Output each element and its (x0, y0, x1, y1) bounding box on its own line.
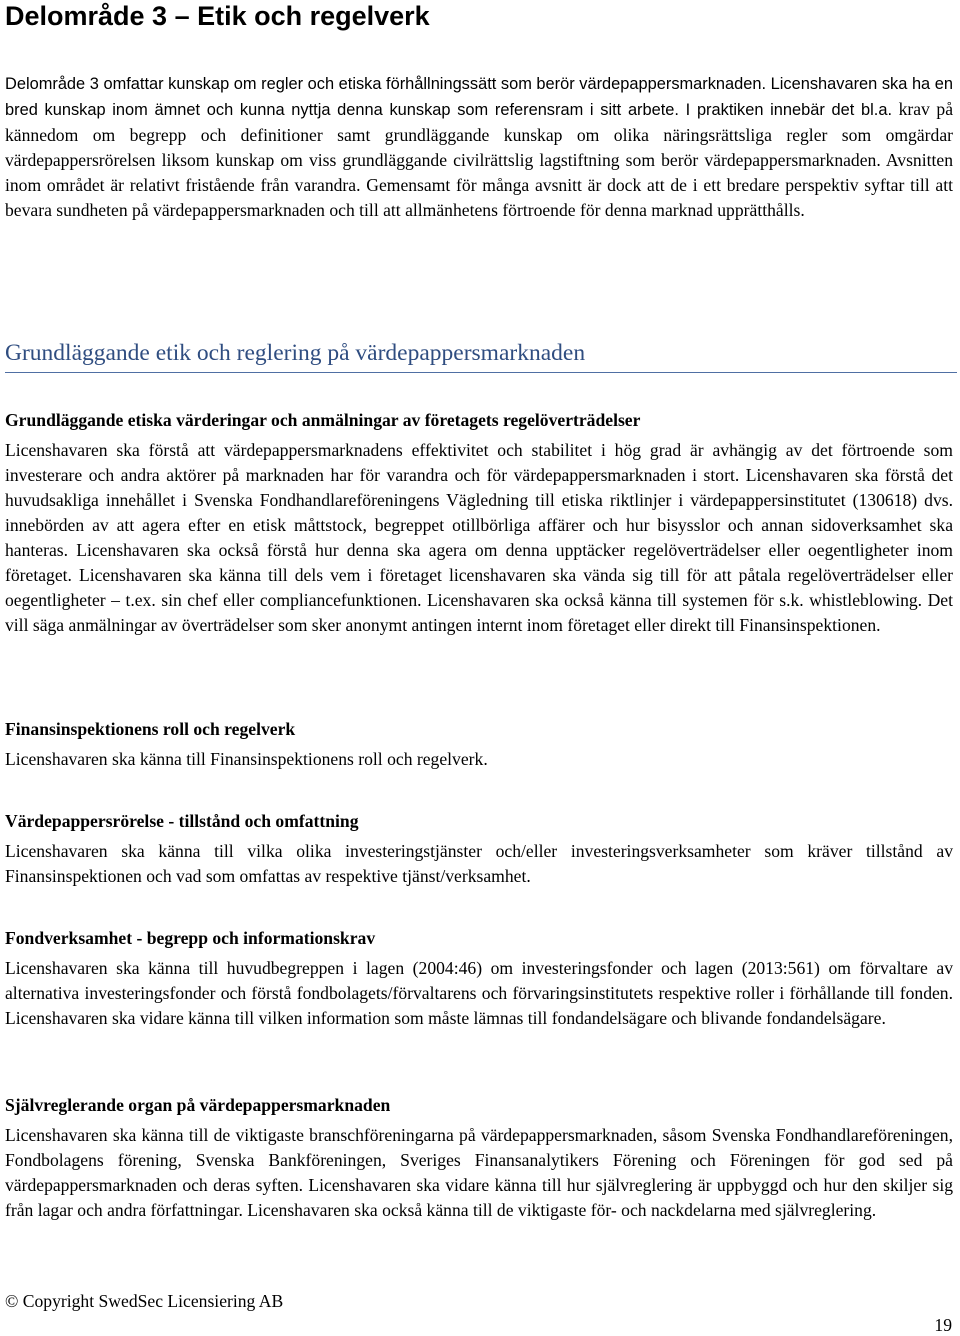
subsection-body: Licenshavaren ska känna till Finansinspektionens roll och regelverk. (5, 749, 488, 769)
copyright-notice: © Copyright SwedSec Licensiering AB (5, 1291, 284, 1311)
subsection-heading: Självreglerande organ på värdepappersmarknaden (5, 1095, 391, 1115)
page-title: Delområde 3 – Etik och regelverk (5, 1, 430, 31)
subsection-heading: Värdepappersrörelse - tillstånd och omfattning (5, 811, 359, 831)
page-number: 19 (934, 1315, 952, 1335)
subsection-ethics (5, 408, 953, 638)
intro-paragraph (5, 71, 953, 223)
intro-text-serif: krav på kännedom om begrepp och definitioner samt grundläggande kunskap om olika näringsrättsliga regler som omgärdar värdepappersrörelsen liksom kunskap om viss grundläggande civilrättslig lagstiftning som berör värdepappersmarknaden. Avsnitten inom området är relativt fristående från varandra. Gemensamt för många avsnitt är dock att de i ett bredare perspektiv syftar till att bevara sundheten på värdepappersmarknaden och till att allmänhetens förtroende för denna marknad upprätthålls. (5, 99, 954, 220)
subsection-body: Licenshavaren ska förstå att värdepappersmarknadens effektivitet och stabilitet i hög grad är avhängig av det förtroende som investerare och andra aktörer på marknaden har för varandra och för värdepappersmarknaden i stort. Licenshavaren ska förstå det huvudsakliga innehållet i Svenska Fondhandlareföreningens Vägledning till etiska riktlinjer i värdepappersinstitutet (130618) dvs. innebörden av att agera efter en etisk måttstock, begreppet otillbörliga affärer och hur bisysslor och annan sidoverksamhet ska hanteras. Licenshavaren ska också förstå hur denna ska agera om denna upptäcker regelöverträdelser eller oegentligheter inom företaget. Licenshavaren ska känna till dels vem i företaget licenshavaren ska vända sig till för att påtala regelöverträdelser eller oegentligheter – t.ex. sin chef eller compliancefunktionen. Licenshavaren ska också känna till systemen för s.k. whistleblowing. Det vill säga anmälningar av överträdelser som sker anonymt antingen internt inom företaget eller direkt till Finansinspektionen. (5, 440, 953, 635)
section-heading: Grundläggande etik och reglering på värdepappersmarknaden (5, 338, 957, 373)
subsection-securities-business (5, 809, 953, 889)
subsection-fi-role (5, 717, 953, 772)
subsection-body: Licenshavaren ska känna till huvudbegreppen i lagen (2004:46) om investeringsfonder och lagen (2013:561) om förvaltare av alternativa investeringsfonder och förstå fondbolagets/förvaltarens och förvaringsinstitutets respektive roller i förhållande till fonden. Licenshavaren ska vidare känna till vilken information som måste lämnas till fondandelsägare och blivande fondandelsägare. (5, 958, 953, 1028)
subsection-body: Licenshavaren ska känna till de viktigaste branschföreningarna på värdepappersmarknaden, såsom Svenska Fondhandlareföreningen, Fondbolagens förening, Svenska Bankföreningen, Sveriges Finansanalytikers Förening och Föreningen för god sed på värdepappersmarknaden och deras syften. Licenshavaren ska vidare känna till hur självreglering är uppbyggd och hur den skiljer sig från lagar och andra författningar. Licenshavaren ska också känna till de viktigaste för- och nackdelarna med självreglering. (5, 1125, 953, 1220)
subsection-body: Licenshavaren ska känna till vilka olika investeringstjänster och/eller investeringsverksamheter som kräver tillstånd av Finansinspektionen och vad som omfattas av respektive tjänst/verksamhet. (5, 841, 953, 886)
subsection-heading: Fondverksamhet - begrepp och informationskrav (5, 928, 376, 948)
subsection-fund-business (5, 926, 953, 1031)
subsection-heading: Grundläggande etiska värderingar och anmälningar av företagets regelöverträdelser (5, 410, 641, 430)
subsection-heading: Finansinspektionens roll och regelverk (5, 719, 296, 739)
subsection-self-regulation (5, 1093, 953, 1223)
intro-text-sans: Delområde 3 omfattar kunskap om regler och etiska förhållningssätt som berör värdepappersmarknaden. Licenshavaren ska ha en bred kunskap inom ämnet och kunna nyttja denna kunskap som referensram i sitt arbete. I praktiken innebär det bl.a. (5, 75, 953, 119)
